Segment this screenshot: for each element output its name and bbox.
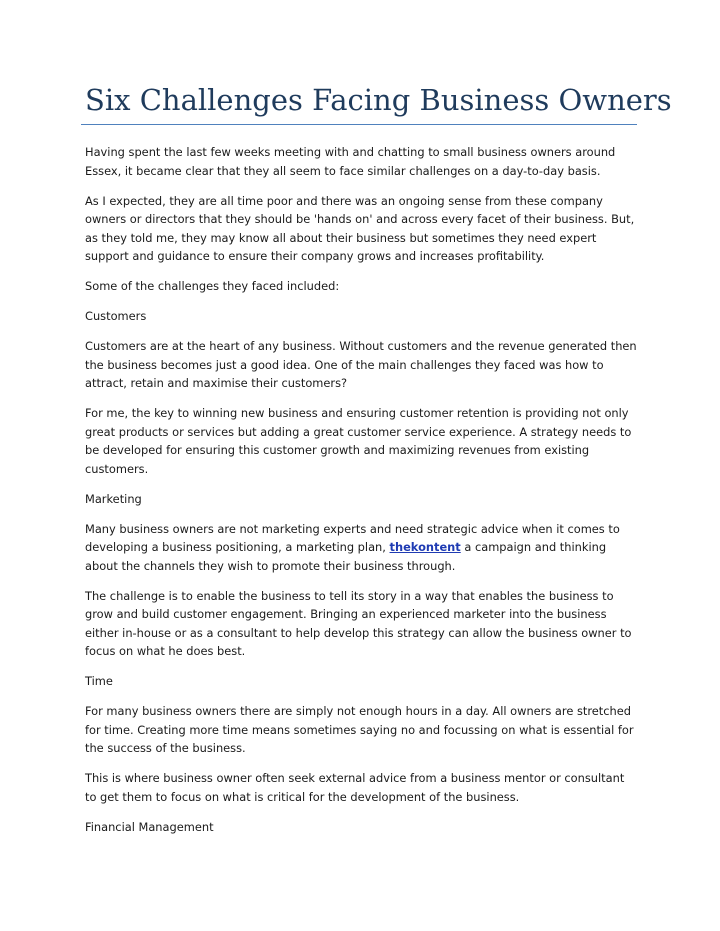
paragraph-marketing-experts bbox=[85, 520, 637, 576]
paragraph-customers-heart: Customers are at the heart of any business. Without customers and the revenue generated then the business becomes just a good idea. One of the main challenges they faced was how to attract, retain and maximise their customers? bbox=[85, 339, 637, 390]
marketing-text-after: a campaign and thinking about the channels they wish to promote their business through. bbox=[85, 540, 607, 573]
paragraph-tell-story: The challenge is to enable the business to tell its story in a way that enables the business to grow and build customer engagement. Bringing an experienced marketer into the business either in-house or as a consultant to help develop this strategy can allow the business owner to focus on what he does best. bbox=[85, 588, 632, 658]
section-heading-financial-management: Financial Management bbox=[85, 819, 214, 834]
document-body bbox=[85, 143, 637, 848]
paragraph-not-enough-hours: For many business owners there are simply not enough hours in a day. All owners are stretched for time. Creating more time means sometimes saying no and focussing on what is essential for the success of the business. bbox=[85, 704, 634, 755]
section-heading-customers: Customers bbox=[85, 309, 147, 323]
section-heading-time: Time bbox=[85, 674, 113, 688]
section-heading-marketing: Marketing bbox=[85, 491, 142, 506]
title-divider bbox=[81, 124, 637, 125]
paragraph-challenges-intro: Some of the challenges they faced included: bbox=[85, 279, 340, 293]
thekontent-link[interactable]: thekontent bbox=[389, 540, 461, 554]
paragraph-intro: Having spent the last few weeks meeting with and chatting to small business owners around Essex, it became clear that they all seem to face similar challenges on a day-to-day basis. bbox=[85, 145, 616, 178]
paragraph-customer-retention: For me, the key to winning new business and ensuring customer retention is providing not only great products or services but adding a great customer service experience. A strategy needs to be developed for ensuring this customer growth and maximizing revenues from existing customers. bbox=[85, 406, 632, 476]
page-title: Six Challenges Facing Business Owners bbox=[85, 83, 672, 117]
marketing-text-before: Many business owners are not marketing experts and need strategic advice when it comes to developing a business positioning, a marketing plan, bbox=[85, 521, 620, 554]
paragraph-external-advice: This is where business owner often seek external advice from a business mentor or consultant to get them to focus on what is critical for the development of the business. bbox=[85, 771, 625, 804]
paragraph-time-poor: As I expected, they are all time poor and there was an ongoing sense from these company owners or directors that they should be 'hands on' and across every facet of their business. But, as they told me, they may know all about their business but sometimes they need expert support and guidance to ensure their company grows and increases profitability. bbox=[85, 193, 635, 263]
